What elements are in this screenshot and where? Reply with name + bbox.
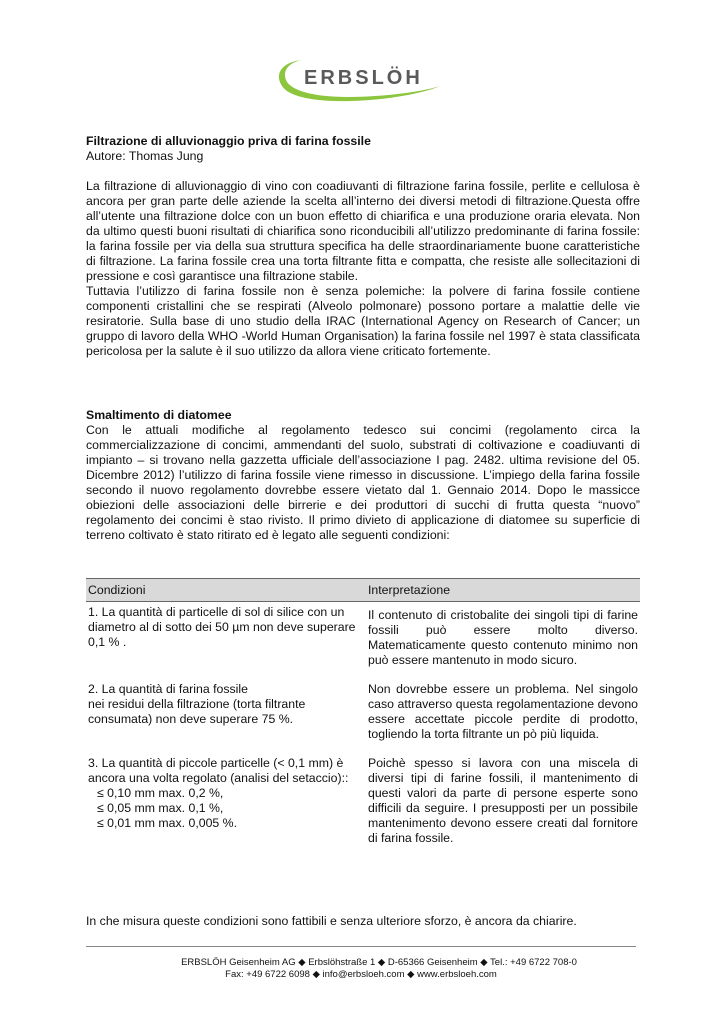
footer-contact: Fax: +49 6722 6098 ◆ info@erbsloeh.com ◆ www.erbsloeh.com	[225, 969, 497, 980]
column-header-conditions: Condizioni	[86, 579, 366, 602]
limit-item: ≤ 0,10 mm max. 0,2 %,	[97, 786, 224, 800]
table-row	[86, 742, 640, 846]
condition-line: nei residui della filtrazione (torta filtrante consumata) non deve superare 75 %.	[88, 697, 306, 726]
document-author: Autore: Thomas Jung	[86, 149, 204, 163]
condition-cell: 1. La quantità di particelle di sol di silice con un diametro al di sotto dei 50 µm non deve superare 0,1 % .	[88, 605, 356, 649]
limit-item: ≤ 0,01 mm max. 0,005 %.	[97, 816, 238, 830]
limit-item: ≤ 0,05 mm max. 0,1 %,	[97, 801, 224, 815]
table-row	[86, 668, 640, 742]
interpretation-cell: Il contenuto di cristobalite dei singoli tipi di farine fossili può essere molto diverso. Matematicamente questo contenuto minimo non può essere mantenuto in modo sicuro.	[368, 608, 638, 667]
intro-section	[86, 179, 640, 359]
logo-text: ERBSLÖH	[304, 67, 423, 89]
document-title: Filtrazione di alluvionaggio priva di farina fossile	[86, 134, 371, 148]
conclusion-text: In che misura queste condizioni sono fattibili e senza ulteriore sforzo, è ancora da chiarire.	[86, 914, 577, 928]
footer-address: ERBSLÖH Geisenheim AG ◆ Erbslöhstraße 1 ◆ D-65366 Geisenheim ◆ Tel.: +49 6722 708-0	[181, 957, 577, 968]
condition-cell	[86, 668, 366, 742]
condition-text: 3. La quantità di piccole particelle (< 0,1 mm) è ancora una volta regolato (analisi del setaccio)::	[88, 756, 349, 785]
condition-line: 2. La quantità di farina fossile	[88, 682, 248, 696]
interpretation-cell: Non dovrebbe essere un problema. Nel singolo caso attraverso questa regolamentazione devono essere accettate piccole perdite di prodotto, togliendo la torta filtrante un pò più liquida.	[368, 682, 638, 741]
condition-cell	[86, 742, 366, 846]
column-header-interpretation: Interpretazione	[366, 579, 640, 602]
logo-swoosh-icon	[272, 52, 447, 112]
intro-paragraph: Tuttavia l’utilizzo di farina fossile non è senza polemiche: la polvere di farina fossile contiene componenti cristallini che se respirati (Alveolo polmonare) possono portare a malattie delle vie resiratorie. Sulla base di uno studio della IRAC (International Agency on Research of Cancer; un gruppo di lavoro della WHO -World Human Organisation) la farina fossile nel 1997 è stata classificata pericolosa per la salute è il suo utilizzo da allora viene criticato fortemente.	[86, 284, 640, 358]
table-header-row	[86, 579, 640, 602]
table-row	[86, 602, 640, 669]
interpretation-cell: Poichè spesso si lavora con una miscela di diversi tipi di farine fossili, il mantenimento di questi valori da parte di persone esperte sono difficili da seguire. I presupposti per un possibile mantenimento devono essere creati dal fornitore di farina fossile.	[368, 756, 638, 845]
conditions-table	[86, 578, 640, 846]
footer-divider	[86, 946, 636, 947]
section-heading: Smaltimento di diatomee	[86, 408, 232, 422]
company-logo	[272, 52, 447, 112]
intro-paragraph: La filtrazione di alluvionaggio di vino con coadiuvanti di filtrazione farina fossile, perlite e cellulosa è ancora per gran parte delle aziende la scelta all’interno dei diversi metodi di filtrazione.Questa offre all’utente una filtrazione dolce con un buon effetto di chiarifica e una produzione oraria elevata. Non da ultimo questi buoni risultati di chiarifica sono riconducibili all’utilizzo predominante di farina fossile: la farina fossile per via della sua struttura specifica ha delle straordinariamente buone caratteristiche di filtrazione. La farina fossile crea una torta filtrante fitta e compatta, che resiste alle sollecitazioni di pressione e così garantisce una filtrazione stabile.	[86, 179, 640, 283]
section-body: Con le attuali modifiche al regolamento tedesco sui concimi (regolamento circa la commercializzazione di concimi, ammendanti del suolo, substrati di coltivazione e coadiuvanti di impianto – si trovano nella gazzetta ufficiale dell’associazione I pag. 2482. ultima revisione del 05. Dicembre 2012) l’utilizzo di farina fossile viene rimesso in discussione. L’impiego della farina fossile secondo il nuovo regolamento dovrebbe essere vietato dal 1. Gennaio 2014. Dopo le massicce obiezioni delle associazioni delle birrerie e dei produttori di succhi di frutta questa “nuovo” regolamento dei concimi è stao rivisto. Il primo divieto di applicazione di diatomee su superficie di terreno coltivato è stato ritirato ed è legato alle seguenti condizioni:	[86, 423, 640, 542]
